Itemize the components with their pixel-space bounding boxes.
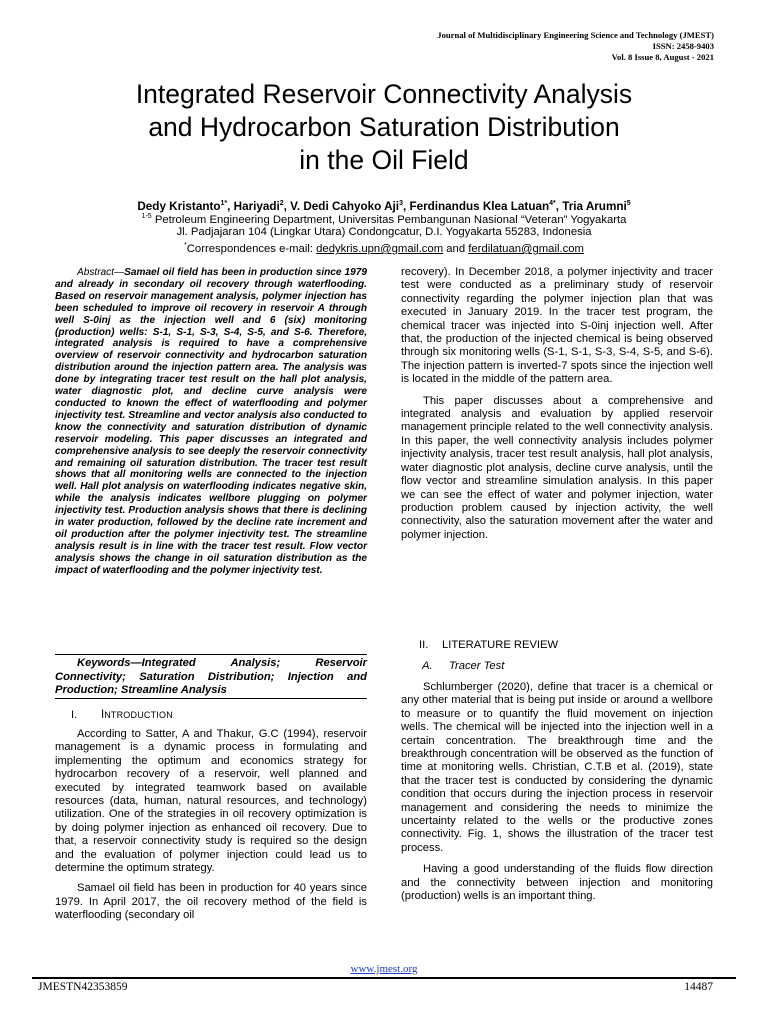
author-sup: 1* — [220, 200, 228, 207]
author-name: V. Dedi Cahyoko Aji — [290, 199, 400, 213]
journal-issn: ISSN: 2458-9403 — [652, 41, 714, 51]
paragraph: Having a good understanding of the fluids flow direction and the connectivity between injection and monitoring (production) wells is an important thing. — [401, 863, 713, 903]
section-heading-literature-review: II. LITERATURE REVIEW — [419, 639, 559, 651]
literature-review-body — [401, 681, 713, 904]
title-line-2: and Hydrocarbon Saturation Distribution — [148, 112, 620, 142]
author-sup: 2 — [279, 200, 284, 207]
affiliation-address: Jl. Padjajaran 104 (Lingkar Utara) Condongcatur, D.I. Yogyakarta 55283, Indonesia — [176, 226, 592, 238]
paragraph: According to Satter, A and Thakur, G.C (1994), reservoir management is a dynamic process in formulating and implementing the optimum and economics strategy for hydrocarbon recovery of a reservoir, well planned and executed by integrated teamwork based on available resources (data, human, natural resources, and technology) utilization. One of the strategies in oil recovery optimization is by doing polymer injection as enhanced oil recovery. Due to that, a reservoir connectivity study is required so the design and the evaluation of polymer injection could lead us to determine the optimum strategy. — [55, 728, 367, 875]
paragraph: recovery). In December 2018, a polymer injectivity and tracer test were conducted as a preliminary study of reservoir connectivity regarding the polymer injection plan that was executed in January 2019. In the tracer test program, the chemical tracer was injected into S-0inj injection well. After that, the production of the injected chemical is being observed through six monitoring wells (S-1, S-1, S-3, S-4, S-5, and S-6). The injection pattern is inverted-7 spots since the injection well is located in the middle of the pattern area. — [401, 266, 713, 386]
author-sup: 3 — [399, 200, 403, 207]
paragraph: Samael oil field has been in production for 40 years since 1979. In April 2017, the oil recovery method of the field is waterflooding (secondary oil — [55, 882, 367, 922]
author-sup: 5 — [626, 200, 631, 207]
affiliation-department: $^{1-5}$ Petroleum Engineering Department, Universitas Pembangunan Nasional “Veteran” Yogyakarta — [141, 213, 627, 226]
abstract — [55, 267, 367, 647]
author-sup: 4* — [549, 200, 556, 207]
title-line-3: in the Oil Field — [299, 145, 469, 175]
paper-title — [40, 78, 728, 177]
abstract-label: Abstract— — [77, 267, 125, 278]
subsection-heading-tracer-test: A. Tracer Test — [422, 660, 505, 672]
keywords-box — [55, 654, 367, 699]
section-heading-introduction: I. INTRODUCTION — [71, 709, 173, 721]
email-link-1[interactable]: dedykris.upn@gmail.com — [316, 242, 444, 255]
author-name: Dedy Kristanto — [137, 199, 221, 213]
journal-name: Journal of Multidisciplinary Engineering Science and Technology (JMEST) — [437, 30, 714, 40]
author-name: Ferdinandus Klea Latuan — [409, 199, 550, 213]
footer-paper-id: JMESTN42353859 — [38, 981, 128, 993]
author-name: Tria Arumni — [562, 199, 627, 213]
journal-header — [294, 30, 714, 63]
page-number: 14487 — [684, 981, 713, 993]
paragraph: This paper discusses about a comprehensive and integrated analysis and evaluation by applied reservoir management principle related to the well connectivity analysis. In this paper, the well connectivity analysis includes polymer injectivity analysis, tracer test result analysis, hall plot analysis, water diagnostic plot analysis, decline curve analysis, until the flow vector and streamline simulation analysis. In this paper we can see the effect of water and polymer injection, water production problem caused by injection activity, the well connectivity, also the saturation movement after the water and polymer injection. — [401, 394, 713, 541]
footer-divider — [32, 977, 736, 979]
abstract-text: Samael oil field has been in production since 1979 and already in secondary oil recovery through waterflooding. Based on reservoir management analysis, polymer injection has been scheduled to improve oil recovery in reservoir A through well S-0inj as the injection well and 6 (six) monitoring (production) wells: S-1, S-1, S-3, S-4, S-5, and S-6. Therefore, integrated analysis is required to have a comprehensive overview of reservoir connectivity and hydrocarbon saturation distribution around the injection pattern area. The analysis was done by integrating tracer test result on the hall plot analysis, water diagnostic plot, and decline curve analysis were conducted to known the effect of waterflooding and polymer injectivity test. Streamline and vector analysis also conducted to know the connectivity and saturation distribution of dynamic reservoir modeling. This paper discusses an integrated and comprehensive analysis to see deeply the reservoir connectivity and remaining oil saturation distribution. The tracer test result shows that all monitoring wells are connected to the injection well. Hall plot analysis on waterflooding indicates negative skin, while the analysis indicates wellbore plugging on polymer injectivity test. Production analysis shows that there is declining in water production, followed by the decline rate increment and oil production after the polymer injectivity test. The streamline analysis result is in line with the tracer test result. Flow vector analysis shows the change in oil saturation distribution as the impact of waterflooding and the polymer injectivity test. — [55, 267, 367, 576]
right-column-intro — [401, 266, 713, 542]
title-line-1: Integrated Reservoir Connectivity Analysis — [135, 79, 633, 109]
introduction-body — [55, 728, 367, 923]
footer-website-link[interactable]: www.jmest.org — [350, 963, 418, 975]
keywords: Keywords—Integrated Analysis; Reservoir Connectivity; Saturation Distribution; Injection and Production; Streamline Analysis — [55, 657, 367, 697]
correspondence: *Correspondences e-mail: dedykris.upn@gmail.com and ferdilatuan@gmail.com — [184, 242, 584, 255]
author-name: Hariyadi — [233, 199, 280, 213]
journal-volume: Vol. 8 Issue 8, August - 2021 — [611, 52, 714, 62]
email-link-2[interactable]: ferdilatuan@gmail.com — [468, 242, 584, 255]
author-list: Dedy Kristanto$^{1*}$, Hariyadi$^2$, V. Dedi Cahyoko Aji$^3$, Ferdinandus Klea Latuan$^{4*}$, Tria Arumni$^5$ — [137, 199, 631, 213]
paragraph: Schlumberger (2020), define that tracer is a chemical or any other material that is being put inside or around a wellbore to measure or to quantify the fluid movement on injection wells. The chemical will be injected into the injection well in a certain concentration. The breakthrough time and the breakthrough concentration will be observed as the function of time at monitoring wells. Christian, C.T.B et al. (2019), state that the tracer test is conducted by considering the dynamic condition that occurs during the injection process in reservoir management and considering the needs to minimize the uncertainty related to the wells or the productive zones connectivity. Fig. 1, shows the illustration of the tracer test process. — [401, 681, 713, 854]
